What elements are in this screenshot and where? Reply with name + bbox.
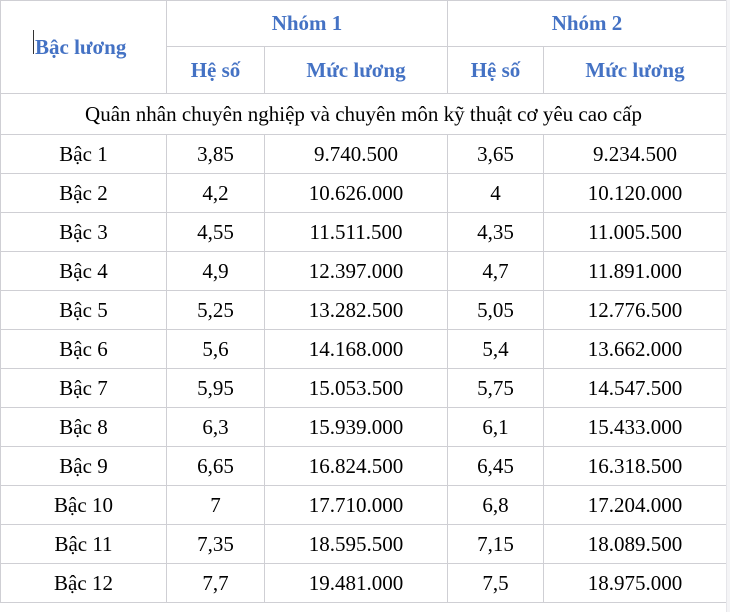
group2-salary-cell[interactable]: 12.776.500: [544, 291, 727, 330]
group1-salary-header[interactable]: Mức lương: [265, 47, 448, 94]
rank-cell[interactable]: Bậc 11: [1, 525, 167, 564]
group2-coef-header[interactable]: Hệ số: [448, 47, 544, 94]
rank-cell[interactable]: Bậc 6: [1, 330, 167, 369]
group2-salary-cell[interactable]: 13.662.000: [544, 330, 727, 369]
group2-coef-cell[interactable]: 7,15: [448, 525, 544, 564]
group1-coef-header[interactable]: Hệ số: [167, 47, 265, 94]
group1-salary-cell[interactable]: 15.053.500: [265, 369, 448, 408]
table-row: [1, 291, 727, 330]
group2-coef-cell[interactable]: 6,8: [448, 486, 544, 525]
rank-cell[interactable]: Bậc 1: [1, 135, 167, 174]
group2-coef-cell[interactable]: 4: [448, 174, 544, 213]
rank-cell[interactable]: Bậc 2: [1, 174, 167, 213]
rank-cell[interactable]: Bậc 12: [1, 564, 167, 603]
table-row: [1, 252, 727, 291]
group1-salary-cell[interactable]: 9.740.500: [265, 135, 448, 174]
group2-coef-cell[interactable]: 6,1: [448, 408, 544, 447]
group2-coef-cell[interactable]: 3,65: [448, 135, 544, 174]
section-title[interactable]: Quân nhân chuyên nghiệp và chuyên môn kỹ thuật cơ yêu cao cấp: [1, 94, 727, 135]
group2-salary-cell[interactable]: 11.005.500: [544, 213, 727, 252]
group2-salary-cell[interactable]: 18.975.000: [544, 564, 727, 603]
group1-coef-cell[interactable]: 6,65: [167, 447, 265, 486]
table-row: [1, 564, 727, 603]
table-row: [1, 486, 727, 525]
group1-coef-cell[interactable]: 5,25: [167, 291, 265, 330]
group2-coef-cell[interactable]: 5,75: [448, 369, 544, 408]
group2-salary-cell[interactable]: 17.204.000: [544, 486, 727, 525]
rank-cell[interactable]: Bậc 4: [1, 252, 167, 291]
group1-salary-cell[interactable]: 18.595.500: [265, 525, 448, 564]
group2-coef-cell[interactable]: 7,5: [448, 564, 544, 603]
group2-salary-cell[interactable]: 15.433.000: [544, 408, 727, 447]
group1-salary-cell[interactable]: 12.397.000: [265, 252, 448, 291]
group1-salary-cell[interactable]: 17.710.000: [265, 486, 448, 525]
text-cursor: [33, 30, 34, 54]
group1-salary-cell[interactable]: 13.282.500: [265, 291, 448, 330]
table-row: [1, 447, 727, 486]
rank-cell[interactable]: Bậc 9: [1, 447, 167, 486]
group1-coef-cell[interactable]: 4,2: [167, 174, 265, 213]
group1-coef-cell[interactable]: 4,55: [167, 213, 265, 252]
group1-salary-cell[interactable]: 11.511.500: [265, 213, 448, 252]
group2-header[interactable]: Nhóm 2: [448, 1, 727, 47]
group1-coef-cell[interactable]: 4,9: [167, 252, 265, 291]
table-row: [1, 174, 727, 213]
group1-coef-cell[interactable]: 5,95: [167, 369, 265, 408]
rank-cell[interactable]: Bậc 7: [1, 369, 167, 408]
group1-coef-cell[interactable]: 5,6: [167, 330, 265, 369]
group2-coef-cell[interactable]: 5,4: [448, 330, 544, 369]
group1-salary-cell[interactable]: 15.939.000: [265, 408, 448, 447]
group1-salary-cell[interactable]: 14.168.000: [265, 330, 448, 369]
group1-coef-cell[interactable]: 3,85: [167, 135, 265, 174]
rank-cell[interactable]: Bậc 10: [1, 486, 167, 525]
table-row: [1, 213, 727, 252]
table-row: [1, 525, 727, 564]
group1-header[interactable]: Nhóm 1: [167, 1, 448, 47]
rank-column-label: Bậc lương: [35, 34, 127, 59]
group1-coef-cell[interactable]: 7,35: [167, 525, 265, 564]
rank-cell[interactable]: Bậc 8: [1, 408, 167, 447]
table-row: [1, 135, 727, 174]
header-row-groups: [1, 1, 727, 47]
group1-salary-cell[interactable]: 16.824.500: [265, 447, 448, 486]
table-row: [1, 408, 727, 447]
group1-coef-cell[interactable]: 6,3: [167, 408, 265, 447]
group2-salary-cell[interactable]: 9.234.500: [544, 135, 727, 174]
section-row: [1, 94, 727, 135]
table-body: [1, 94, 727, 603]
group2-salary-header[interactable]: Mức lương: [544, 47, 727, 94]
group2-salary-cell[interactable]: 18.089.500: [544, 525, 727, 564]
group2-coef-cell[interactable]: 4,35: [448, 213, 544, 252]
group1-salary-cell[interactable]: 10.626.000: [265, 174, 448, 213]
group1-coef-cell[interactable]: 7,7: [167, 564, 265, 603]
rank-cell[interactable]: Bậc 5: [1, 291, 167, 330]
table-row: [1, 330, 727, 369]
group2-salary-cell[interactable]: 11.891.000: [544, 252, 727, 291]
group2-salary-cell[interactable]: 10.120.000: [544, 174, 727, 213]
rank-cell[interactable]: Bậc 3: [1, 213, 167, 252]
group2-coef-cell[interactable]: 4,7: [448, 252, 544, 291]
page-edge: [726, 0, 730, 612]
group1-salary-cell[interactable]: 19.481.000: [265, 564, 448, 603]
group2-salary-cell[interactable]: 14.547.500: [544, 369, 727, 408]
group2-coef-cell[interactable]: 5,05: [448, 291, 544, 330]
group1-coef-cell[interactable]: 7: [167, 486, 265, 525]
group2-salary-cell[interactable]: 16.318.500: [544, 447, 727, 486]
rank-column-header[interactable]: [1, 1, 167, 94]
table-row: [1, 369, 727, 408]
group2-coef-cell[interactable]: 6,45: [448, 447, 544, 486]
